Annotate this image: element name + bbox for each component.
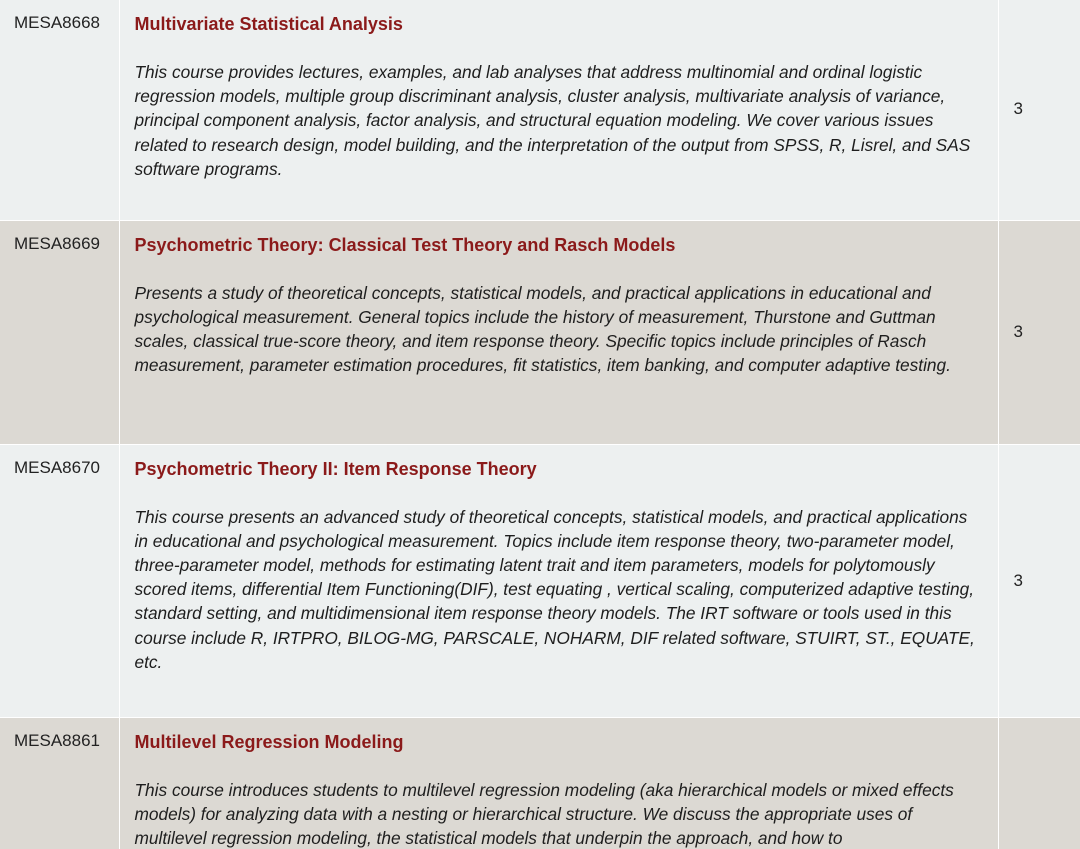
course-title: Multivariate Statistical Analysis bbox=[134, 14, 403, 34]
course-code: MESA8861 bbox=[0, 717, 119, 849]
course-description: This course presents an advanced study of theoretical concepts, statistical models, and practical applications in educational and psychological measurement. Topics include item response theory, two-parameter model, three-parameter model, methods for estimating latent trait and item parameters, models for polytomously scored items, differential Item Functioning(DIF), test equating , vertical scaling, computerized adaptive testing, standard setting, and multidimensional item response theory models. The IRT software or tools used in this course include R, IRTPRO, BILOG-MG, PARSCALE, NOHARM, DIF related software, STUIRT, ST., EQUATE, etc. bbox=[134, 506, 975, 672]
course-title: Psychometric Theory: Classical Test Theory and Rasch Models bbox=[134, 234, 676, 255]
course-code: MESA8669 bbox=[0, 220, 119, 444]
course-credits bbox=[998, 717, 1080, 849]
course-title: Multilevel Regression Modeling bbox=[134, 731, 404, 752]
course-details bbox=[119, 717, 998, 849]
course-details bbox=[119, 0, 998, 220]
course-code: MESA8670 bbox=[0, 444, 119, 717]
course-code: MESA8668 bbox=[0, 0, 119, 220]
course-credits: 3 bbox=[998, 220, 1080, 444]
table-row bbox=[0, 444, 1080, 717]
course-details bbox=[119, 220, 998, 444]
table-row bbox=[0, 0, 1080, 220]
course-description: This course provides lectures, examples, and lab analyses that address multinomial and ordinal logistic regression models, multiple group discriminant analysis, cluster analysis, multivariate analysis of variance, principal component analysis, factor analysis, and structural equation modeling. We cover various issues related to research design, model building, and the interpretation of the output from SPSS, R, Lisrel, and SAS software programs. bbox=[134, 62, 971, 179]
course-description: Presents a study of theoretical concepts, statistical models, and practical applications in educational and psychological measurement. General topics include the history of measurement, Thurstone and Guttman scales, classical true-score theory, and item response theory. Specific topics include principles of Rasch measurement, parameter estimation procedures, fit statistics, item banking, and computer adaptive testing. bbox=[134, 282, 951, 376]
course-details bbox=[119, 444, 998, 717]
course-title: Psychometric Theory II: Item Response Theory bbox=[134, 458, 537, 479]
course-credits: 3 bbox=[998, 0, 1080, 220]
course-description: This course introduces students to multilevel regression modeling (aka hierarchical models or mixed effects models) for analyzing data with a nesting or hierarchical structure. We discuss the appropriate uses of multilevel regression modeling, the statistical models that underpin the approach, and how to bbox=[134, 779, 954, 848]
table-row bbox=[0, 717, 1080, 849]
course-credits: 3 bbox=[998, 444, 1080, 717]
table-row bbox=[0, 220, 1080, 444]
